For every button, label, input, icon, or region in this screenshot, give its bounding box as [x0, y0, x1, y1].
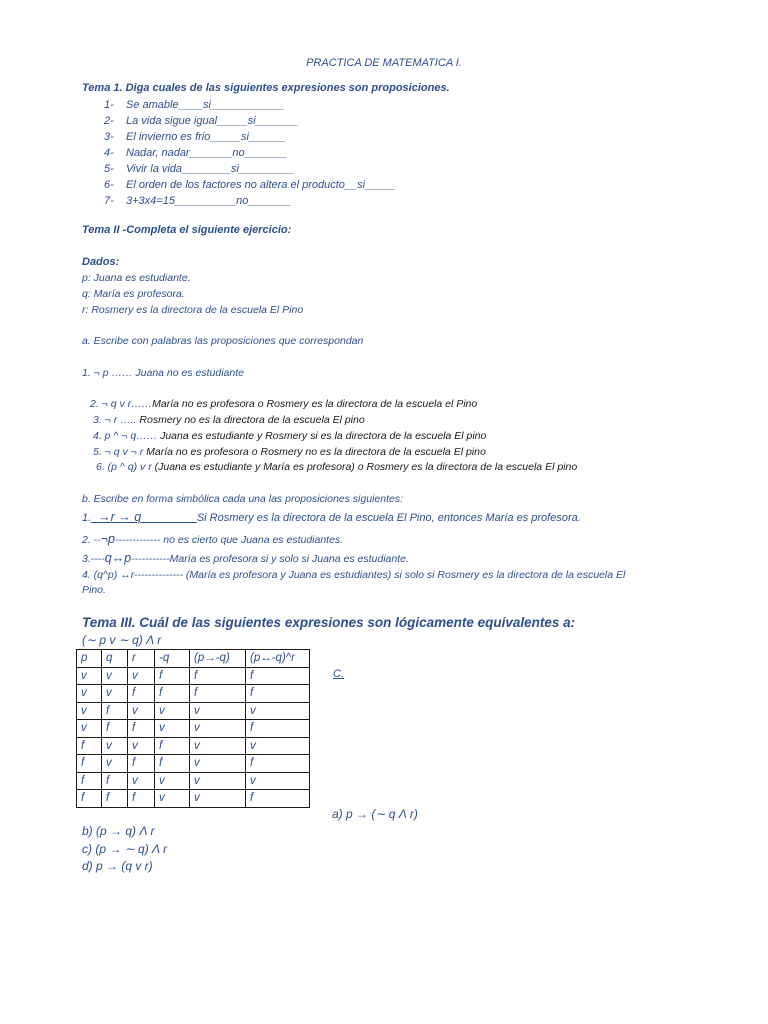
- table-cell: f: [102, 790, 128, 808]
- option-d: d) p → (q v r): [82, 859, 153, 873]
- table-cell: v: [77, 720, 102, 738]
- a-item-1: 1. ¬ p …… Juana no es estudiante: [82, 367, 244, 379]
- tema1-list: [104, 97, 396, 209]
- table-cell: f: [246, 685, 310, 703]
- table-cell: v: [155, 720, 190, 738]
- tema3-heading: Tema III. Cuál de las siguientes expresiones son lógicamente equivalentes a:: [82, 615, 576, 630]
- table-cell: v: [102, 667, 128, 685]
- table-cell: v: [246, 702, 310, 720]
- b-item-4-line1: 4. (q^p) ↔r-------------- (María es profesora y Juana es estudiantes) si solo si Rosmery es la directora de la escuela El: [82, 569, 626, 581]
- b-item-3: 3.----q↔p-----------María es profesora si y solo si Juana es estudiante.: [82, 551, 409, 565]
- table-cell: f: [155, 755, 190, 773]
- table-cell: v: [128, 772, 155, 790]
- table-cell: v: [102, 685, 128, 703]
- table-row: [77, 737, 310, 755]
- list-item: 4- Nadar, nadar_______no_______: [104, 147, 288, 159]
- table-row: [77, 790, 310, 808]
- table-cell: v: [246, 772, 310, 790]
- list-item: 6- El orden de los factores no altera el producto__si_____: [104, 179, 396, 191]
- table-cell: f: [155, 667, 190, 685]
- table-cell: v: [190, 790, 246, 808]
- page-title: PRACTICA DE MATEMATICA I.: [306, 57, 462, 69]
- table-cell: v: [155, 772, 190, 790]
- tema2-heading: Tema II -Completa el siguiente ejercicio:: [82, 224, 292, 236]
- table-cell: v: [155, 702, 190, 720]
- table-cell: v: [190, 772, 246, 790]
- table-cell: f: [77, 790, 102, 808]
- table-cell: f: [102, 772, 128, 790]
- b-item-2: 2. --¬p------------- no es cierto que Juana es estudiantes.: [82, 532, 344, 546]
- table-cell: v: [190, 755, 246, 773]
- table-cell: v: [102, 737, 128, 755]
- table-cell: v: [128, 702, 155, 720]
- list-item: 3- El invierno es frio_____si______: [104, 131, 286, 143]
- column-header: r: [128, 650, 155, 668]
- table-cell: v: [77, 685, 102, 703]
- a-item-6: 6. (p ^ q) v r (Juana es estudiante y María es profesora) o Rosmery es la directora de la escuela El pino: [96, 461, 578, 473]
- part-b-instruction: b. Escribe en forma simbólica cada una las proposiciones siguientes:: [82, 493, 404, 505]
- table-cell: f: [246, 720, 310, 738]
- table-cell: f: [246, 755, 310, 773]
- option-c: c) (p → ∼ q) Λ r: [82, 842, 168, 856]
- table-cell: f: [190, 685, 246, 703]
- table-cell: f: [128, 685, 155, 703]
- dado-q: q: María es profesora.: [82, 288, 185, 300]
- table-cell: v: [128, 667, 155, 685]
- dados-label: Dados:: [82, 256, 120, 268]
- table-cell: f: [77, 737, 102, 755]
- table-header-row: [77, 650, 310, 668]
- option-b: b) (p → q) Λ r: [82, 824, 155, 838]
- table-row: [77, 702, 310, 720]
- column-header: q: [102, 650, 128, 668]
- column-header: -q: [155, 650, 190, 668]
- table-row: [77, 667, 310, 685]
- table-cell: f: [102, 702, 128, 720]
- table-cell: f: [246, 790, 310, 808]
- table-cell: v: [77, 667, 102, 685]
- table-cell: v: [190, 720, 246, 738]
- table-cell: v: [128, 737, 155, 755]
- table-cell: f: [77, 772, 102, 790]
- table-cell: v: [77, 702, 102, 720]
- table-cell: f: [77, 755, 102, 773]
- a-item-3: 3. ¬ r ….. Rosmery no es la directora de la escuela El pino: [93, 414, 365, 426]
- table-cell: v: [155, 790, 190, 808]
- table-cell: f: [246, 667, 310, 685]
- a-item-4: 4. p ^ ¬ q…… Juana es estudiante y Rosmery si es la directora de la escuela El pino: [93, 430, 487, 442]
- table-cell: f: [128, 790, 155, 808]
- column-header: (p↔-q)^r: [246, 650, 310, 668]
- table-cell: v: [102, 755, 128, 773]
- b-item-4-line2: Pino.: [82, 584, 106, 596]
- dado-p: p: Juana es estudiante.: [82, 272, 191, 284]
- table-row: [77, 755, 310, 773]
- tema1-heading: Tema 1. Diga cuales de las siguientes expresiones son proposiciones.: [82, 82, 450, 94]
- table-cell: f: [155, 685, 190, 703]
- list-item: 7- 3+3x4=15__________no_______: [104, 195, 292, 207]
- table-row: [77, 772, 310, 790]
- a-item-2: 2. ¬ q v r……María no es profesora o Rosmery es la directora de la escuela el Pino: [90, 398, 478, 410]
- b-item-1: 1._→r → q________Si Rosmery es la directora de la escuela El Pino, entonces María es profesora.: [82, 510, 581, 524]
- table-cell: f: [128, 755, 155, 773]
- column-header: p: [77, 650, 102, 668]
- column-header: (p→-q): [190, 650, 246, 668]
- table-cell: f: [102, 720, 128, 738]
- truth-table: [76, 649, 310, 808]
- table-row: [77, 720, 310, 738]
- part-a-instruction: a. Escribe con palabras las proposiciones que correspondan: [82, 335, 364, 347]
- list-item: 2- La vida sigue igual_____si_______: [104, 115, 299, 127]
- option-a: a) p → (∼ q Λ r): [332, 807, 418, 821]
- table-cell: v: [246, 737, 310, 755]
- table-row: [77, 685, 310, 703]
- a-item-5: 5. ¬ q v ¬ r María no es profesora o Rosmery no es la directora de la escuela El pino: [93, 446, 486, 458]
- answer-label: C.: [333, 668, 344, 680]
- dado-r: r: Rosmery es la directora de la escuela El Pino: [82, 304, 304, 316]
- table-cell: v: [190, 702, 246, 720]
- list-item: 5- Vivir la vida________si_________: [104, 163, 294, 175]
- table-cell: v: [190, 737, 246, 755]
- table-cell: f: [190, 667, 246, 685]
- table-cell: f: [128, 720, 155, 738]
- table-cell: f: [155, 737, 190, 755]
- target-expression: (∼ p v ∼ q) Λ r: [82, 633, 162, 647]
- list-item: 1- Se amable____si____________: [104, 99, 285, 111]
